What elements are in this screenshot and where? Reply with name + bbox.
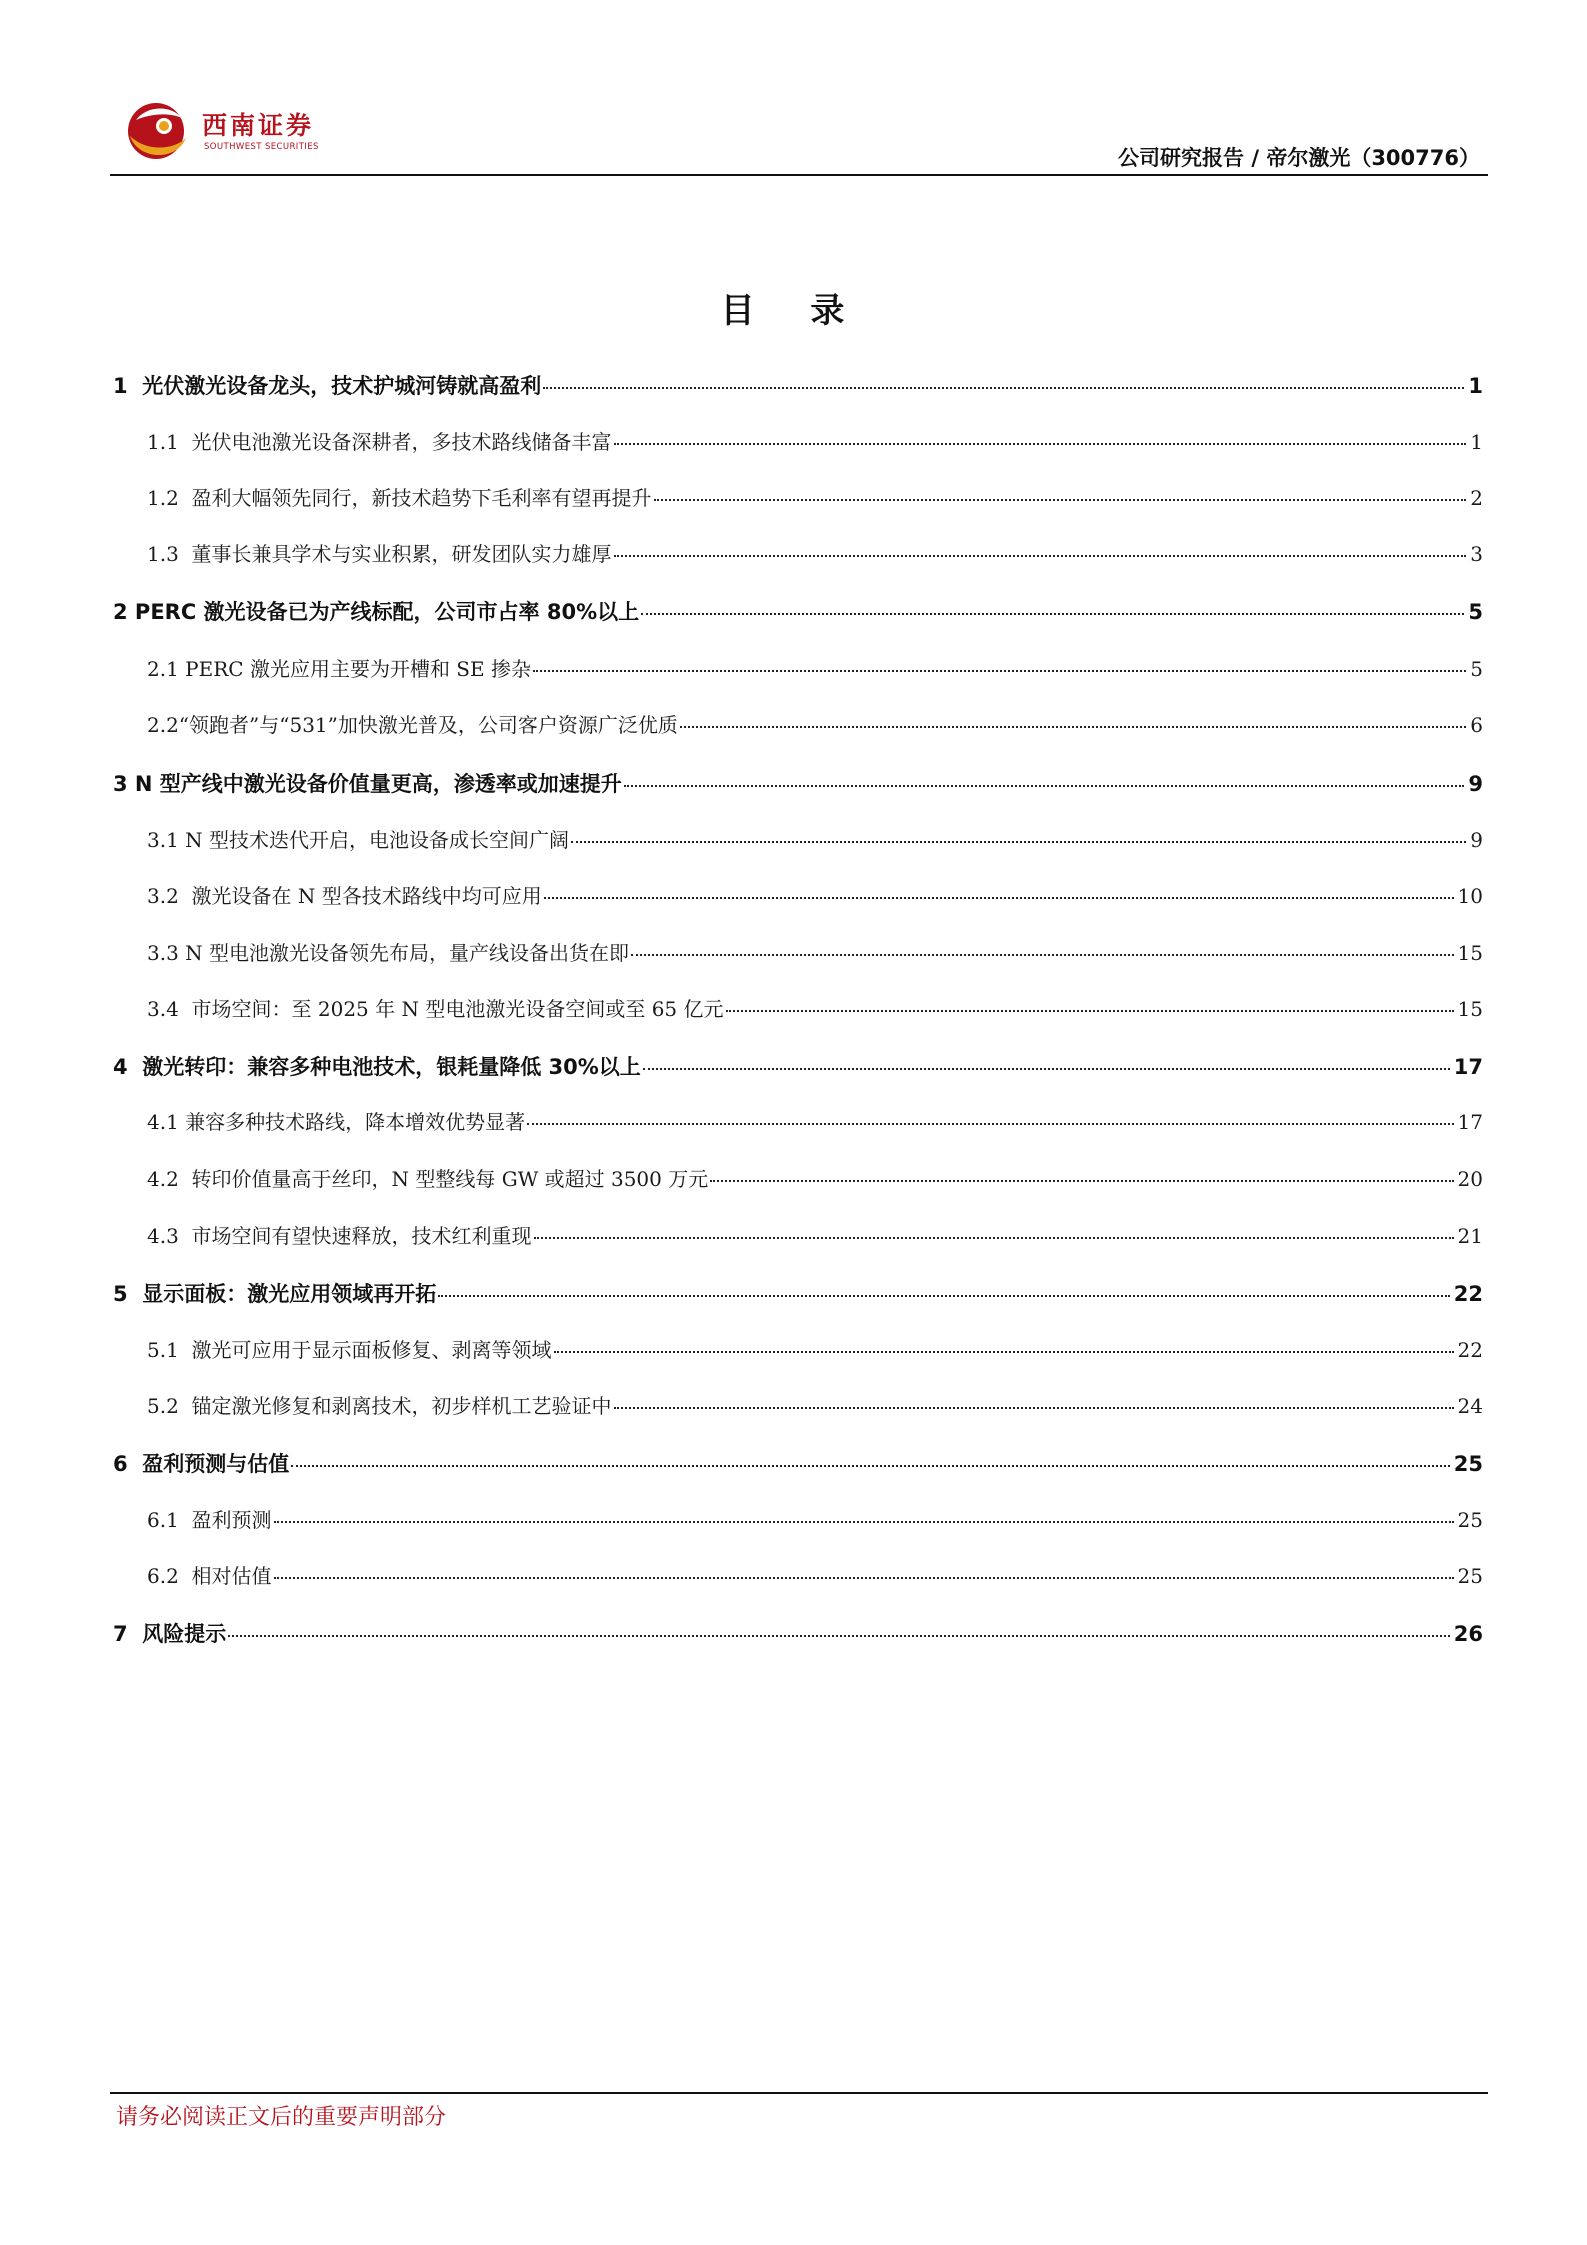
toc-page-number: 5 [1468, 600, 1483, 624]
toc-page-number: 5 [1470, 657, 1483, 681]
header-divider [110, 174, 1488, 176]
toc-leader-dots [654, 499, 1467, 501]
toc-leader-dots [533, 670, 1466, 672]
toc-entry-label: 3 N 型产线中激光设备价值量更高，渗透率或加速提升 [113, 772, 622, 796]
toc-leader-dots [544, 897, 1454, 899]
toc-leader-dots [534, 1237, 1454, 1239]
toc-page-number: 1 [1470, 430, 1483, 454]
toc-section-entry[interactable] [113, 880, 1483, 909]
toc-page-number: 26 [1453, 1622, 1483, 1646]
toc-entry-label: 1.1 光伏电池激光设备深耕者，多技术路线储备丰富 [147, 430, 612, 454]
toc-section-entry[interactable] [113, 1220, 1483, 1249]
toc-chapter-entry[interactable] [113, 768, 1483, 798]
toc-entry-label: 4.1 兼容多种技术路线，降本增效优势显著 [147, 1110, 526, 1134]
toc-leader-dots [228, 1635, 1450, 1637]
toc-leader-dots [274, 1577, 1454, 1579]
toc-page-number: 6 [1470, 713, 1483, 737]
toc-entry-label: 6.2 相对估值 [147, 1564, 272, 1588]
toc-chapter-entry[interactable] [113, 596, 1483, 626]
toc-leader-dots [554, 1351, 1454, 1353]
toc-section-entry[interactable] [113, 824, 1483, 853]
toc-leader-dots [274, 1521, 1454, 1523]
toc-entry-label: 3.2 激光设备在 N 型各技术路线中均可应用 [147, 884, 542, 908]
toc-leader-dots [631, 954, 1454, 956]
toc-chapter-entry[interactable] [113, 1278, 1483, 1308]
toc-entry-label: 5.1 激光可应用于显示面板修复、剥离等领域 [147, 1338, 552, 1362]
toc-page-number: 25 [1453, 1452, 1483, 1476]
toc-leader-dots [543, 387, 1464, 389]
toc-leader-dots [680, 726, 1466, 728]
toc-section-entry[interactable] [113, 1334, 1483, 1363]
toc-page-number: 15 [1457, 941, 1483, 965]
toc-page-number: 24 [1457, 1394, 1483, 1418]
toc-chapter-entry[interactable] [113, 1448, 1483, 1478]
toc-page-number: 1 [1468, 374, 1483, 398]
toc-page-number: 25 [1457, 1564, 1483, 1588]
toc-entry-label: 7 风险提示 [113, 1622, 227, 1646]
toc-page-number: 3 [1470, 542, 1483, 566]
toc-section-entry[interactable] [113, 1504, 1483, 1533]
toc-entry-label: 5.2 锚定激光修复和剥离技术，初步样机工艺验证中 [147, 1394, 612, 1418]
toc-page-number: 9 [1468, 772, 1483, 796]
company-logo [124, 98, 424, 164]
toc-leader-dots [291, 1465, 1450, 1467]
toc-section-entry[interactable] [113, 538, 1483, 567]
toc-entry-label: 1 光伏激光设备龙头，技术护城河铸就高盈利 [113, 374, 542, 398]
toc-section-entry[interactable] [113, 426, 1483, 455]
toc-page-number: 20 [1457, 1167, 1483, 1191]
toc-page-number: 2 [1470, 486, 1483, 510]
toc-leader-dots [643, 1068, 1450, 1070]
toc-page-number: 22 [1457, 1338, 1483, 1362]
toc-section-entry[interactable] [113, 709, 1483, 738]
toc-leader-dots [571, 841, 1466, 843]
toc-entry-label: 2 PERC 激光设备已为产线标配，公司市占率 80%以上 [113, 600, 640, 624]
toc-chapter-entry[interactable] [113, 370, 1483, 400]
toc-leader-dots [614, 443, 1467, 445]
toc-page-number: 22 [1453, 1282, 1483, 1306]
toc-entry-label: 1.2 盈利大幅领先同行，新技术趋势下毛利率有望再提升 [147, 486, 652, 510]
toc-entry-label: 4.3 市场空间有望快速释放，技术红利重现 [147, 1224, 532, 1248]
toc-entry-label: 3.1 N 型技术迭代开启，电池设备成长空间广阔 [147, 828, 570, 852]
footer-divider [110, 2092, 1488, 2094]
toc-page-number: 15 [1457, 997, 1483, 1021]
toc-section-entry[interactable] [113, 993, 1483, 1022]
toc-entry-label: 2.2“领跑者”与“531”加快激光普及，公司客户资源广泛优质 [147, 713, 678, 737]
toc-chapter-entry[interactable] [113, 1051, 1483, 1081]
toc-page-number: 17 [1453, 1055, 1483, 1079]
toc-entry-label: 1.3 董事长兼具学术与实业积累，研发团队实力雄厚 [147, 542, 612, 566]
toc-leader-dots [726, 1010, 1454, 1012]
toc-entry-label: 6 盈利预测与估值 [113, 1452, 290, 1476]
toc-leader-dots [641, 613, 1464, 615]
toc-entry-label: 2.1 PERC 激光应用主要为开槽和 SE 掺杂 [147, 657, 531, 681]
toc-page-number: 9 [1470, 828, 1483, 852]
logo-emblem-icon [124, 98, 194, 164]
logo-english-name: SOUTHWEST SECURITIES [204, 142, 319, 152]
toc-entry-label: 4 激光转印：兼容多种电池技术，银耗量降低 30%以上 [113, 1055, 641, 1079]
toc-leader-dots [614, 555, 1467, 557]
toc-section-entry[interactable] [113, 937, 1483, 966]
toc-leader-dots [527, 1123, 1453, 1125]
logo-chinese-name: 西南证券 [202, 111, 315, 140]
toc-chapter-entry[interactable] [113, 1618, 1483, 1648]
toc-page-number: 25 [1457, 1508, 1483, 1532]
toc-section-entry[interactable] [113, 1560, 1483, 1589]
toc-leader-dots [624, 785, 1465, 787]
toc-page-number: 17 [1457, 1110, 1483, 1134]
toc-section-entry[interactable] [113, 653, 1483, 682]
page-header [110, 94, 1488, 176]
toc-leader-dots [710, 1180, 1453, 1182]
toc-entry-label: 4.2 转印价值量高于丝印，N 型整线每 GW 或超过 3500 万元 [147, 1167, 709, 1191]
toc-leader-dots [438, 1295, 1450, 1297]
toc-section-entry[interactable] [113, 1390, 1483, 1419]
toc-heading: 目 录 [720, 291, 867, 331]
toc-entry-label: 3.4 市场空间：至 2025 年 N 型电池激光设备空间或至 65 亿元 [147, 997, 724, 1021]
toc-section-entry[interactable] [113, 1106, 1483, 1135]
toc-section-entry[interactable] [113, 482, 1483, 511]
toc-entry-label: 3.3 N 型电池激光设备领先布局，量产线设备出货在即 [147, 941, 630, 965]
toc-page-number: 21 [1457, 1224, 1483, 1248]
toc-leader-dots [614, 1407, 1454, 1409]
footer-disclaimer: 请务必阅读正文后的重要声明部分 [116, 2105, 447, 2130]
toc-entry-label: 5 显示面板：激光应用领域再开拓 [113, 1282, 437, 1306]
toc-entry-label: 6.1 盈利预测 [147, 1508, 272, 1532]
toc-section-entry[interactable] [113, 1163, 1483, 1192]
report-title: 公司研究报告 / 帝尔激光（300776） [1118, 146, 1480, 170]
toc-page-number: 10 [1457, 884, 1483, 908]
